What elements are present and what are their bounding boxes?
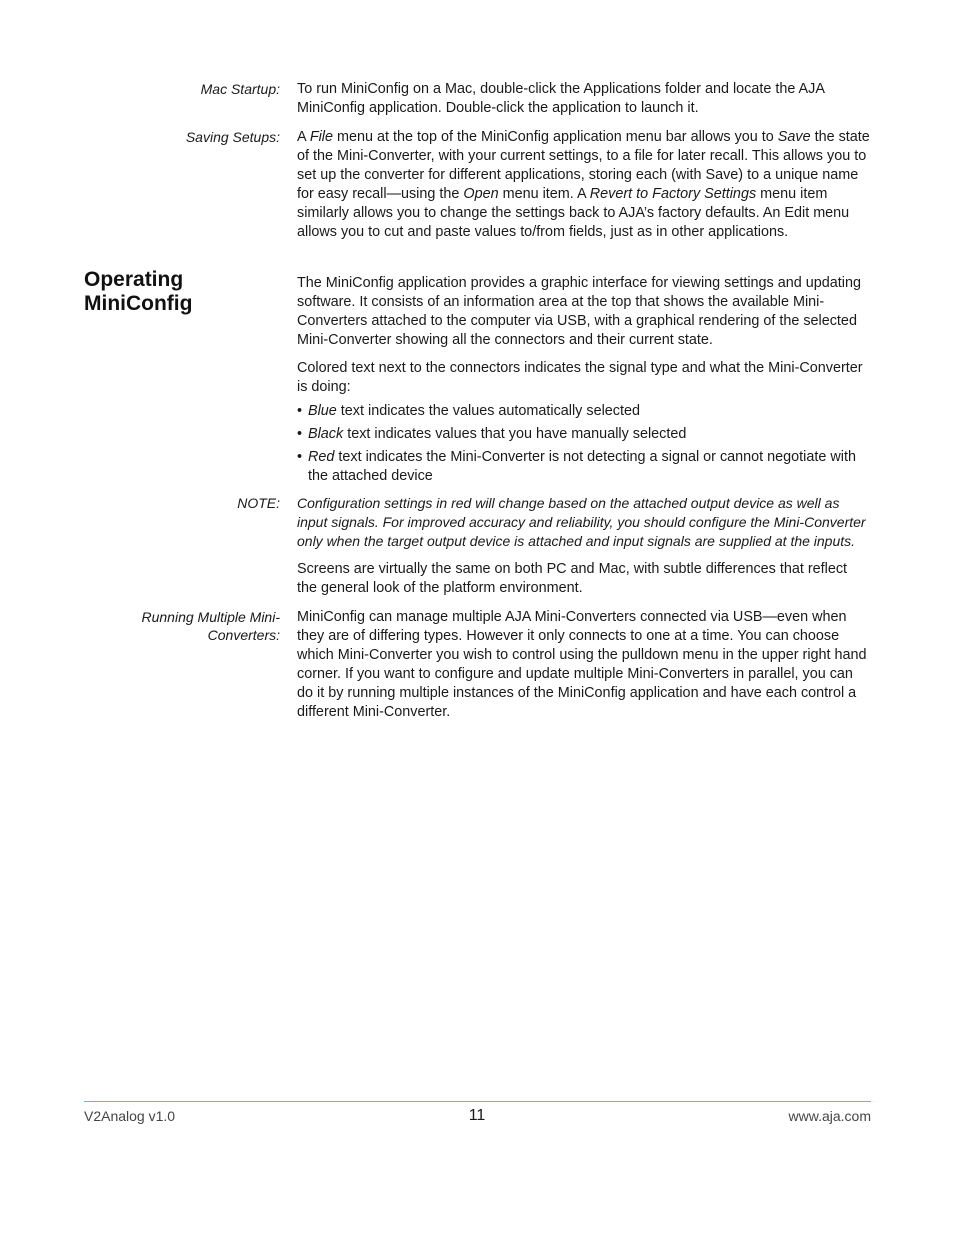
list-item-color: Blue (308, 403, 337, 419)
operating-paragraph-1: The MiniConfig application provides a graphic interface for viewing settings and updating software. It consists of an information area at the top that shows the available Mini-Converters attached to the computer via USB, with a graphical rendering of the selected Mini-Converter showing all the connectors and their current state. (297, 275, 861, 348)
saving-setups-save-term: Save (777, 129, 811, 145)
running-multiple-paragraph: MiniConfig can manage multiple AJA Mini-Converters connected via USB—even when they are of differing types. However it only connects to one at a time. You can choose which Mini-Converter you wish to control using the pulldown menu in the upper right hand corner. If you want to configure and update multiple Mini-Converters in parallel, you can do it by running multiple instances of the MiniConfig application and have each control a different Mini-Converter. (297, 609, 867, 720)
note-label: NOTE: (237, 495, 280, 511)
mac-startup-paragraph: To run MiniConfig on a Mac, double-click the Applications folder and locate the AJA MiniConfig application. Double-click the application to launch it. (297, 81, 825, 116)
list-item-text: text indicates values that you have manually selected (343, 426, 687, 442)
screens-text (297, 560, 871, 598)
note-text (297, 494, 871, 551)
section-heading-line2: MiniConfig (84, 292, 193, 315)
running-multiple-text (297, 608, 871, 722)
list-item-text: text indicates the Mini-Converter is not detecting a signal or cannot negotiate with the attached device (308, 449, 856, 484)
saving-setups-text (297, 128, 871, 242)
section-heading (84, 268, 284, 316)
saving-setups-label: Saving Setups: (185, 129, 280, 145)
saving-setups-open-term: Open (463, 186, 499, 202)
saving-setups-t5: menu item similarly allows you to change the settings back to AJA’s factory defaults. An Edit menu allows you to cut and paste values to/from fields, just as in other applications. (297, 186, 850, 240)
operating-paragraph-2: Colored text next to the connectors indicates the signal type and what the Mini-Converter is doing: (297, 360, 863, 395)
running-multiple-label-line1: Running Multiple Mini- (141, 609, 280, 625)
operating-text (297, 274, 871, 490)
saving-setups-t3: the state of the Mini-Converter, with your current settings, to a file for later recall. This allows you to set up the converter for different applications, storing each (with Save) to a unique name for easy recall—using the (297, 129, 870, 202)
saving-setups-t4: menu item. A (498, 186, 590, 202)
footer-doc-version: V2Analog v1.0 (84, 1108, 176, 1124)
saving-setups-t1: A (297, 129, 310, 145)
footer-website: www.aja.com (788, 1108, 871, 1124)
saving-setups-revert-term: Revert to Factory Settings (589, 186, 757, 202)
screens-paragraph: Screens are virtually the same on both PC and Mac, with subtle differences that reflect the general look of the platform environment. (297, 561, 848, 596)
running-multiple-label (84, 608, 280, 644)
list-item-color: Black (308, 426, 344, 442)
list-item (297, 425, 871, 444)
signal-color-list (297, 402, 871, 486)
saving-setups-paragraph (297, 128, 871, 242)
section-heading-line1: Operating (84, 268, 184, 291)
list-item-text: text indicates the values automatically selected (336, 403, 640, 419)
footer-divider (84, 1101, 871, 1102)
saving-setups-t2: menu at the top of the MiniConfig application menu bar allows you to (333, 129, 778, 145)
running-multiple-label-line2: Converters: (207, 627, 280, 643)
list-item-color: Red (308, 449, 335, 465)
mac-startup-label: Mac Startup: (200, 81, 280, 97)
saving-setups-file-term: File (309, 129, 334, 145)
list-item (297, 448, 871, 486)
list-item (297, 402, 871, 421)
note-paragraph: Configuration settings in red will change based on the attached output device as well as input signals. For improved accuracy and reliability, you should configure the Mini-Converter only when the target output device is attached and input signals are supplied at the inputs. (297, 495, 866, 549)
page-number: 11 (468, 1107, 486, 1124)
mac-startup-text (297, 80, 871, 118)
